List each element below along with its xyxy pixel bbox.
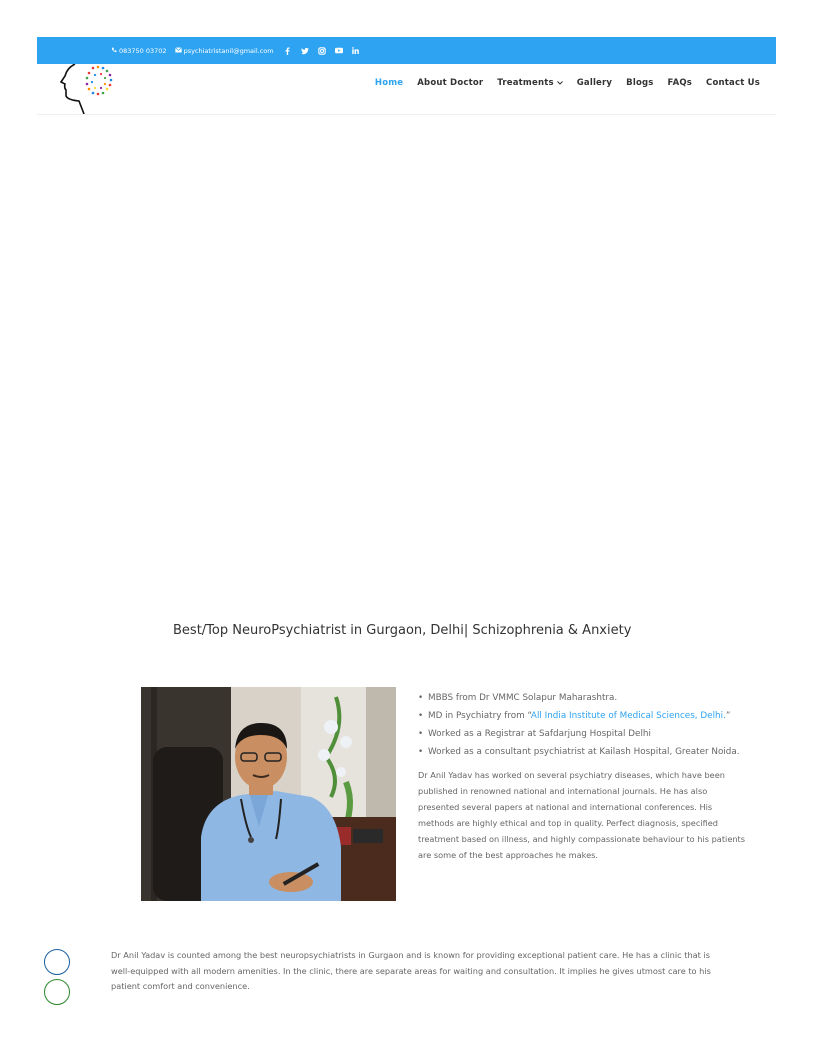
list-item: • MD in Psychiatry from “All India Institute of Medical Sciences, Delhi.” [418, 707, 748, 725]
phone-icon [111, 47, 117, 55]
social-links [284, 47, 360, 55]
top-bar [37, 37, 776, 64]
nav-about-doctor[interactable]: About Doctor [417, 78, 484, 88]
email-link[interactable] [175, 47, 274, 55]
nav-treatments[interactable]: Treatments [497, 78, 562, 88]
list-item: • MBBS from Dr VMMC Solapur Maharashtra. [418, 689, 748, 707]
main-nav [375, 78, 760, 88]
instagram-icon[interactable] [318, 47, 326, 55]
experience-paragraph: Dr Anil Yadav has worked on several psychiatry diseases, which have been published in renowned national and international journals. He has also presented several papers at national and international conferences. His methods are highly ethical and top in quality. Perfect diagnosis, specified treatment based on illness, and highly compassionate behaviour to his patients are some of the best approaches he makes. [418, 770, 746, 860]
youtube-icon[interactable] [335, 47, 343, 55]
chevron-down-icon [557, 78, 563, 88]
nav-contact-us[interactable]: Contact Us [706, 78, 760, 88]
nav-gallery[interactable]: Gallery [576, 78, 613, 88]
page-title: Best/Top NeuroPsychiatrist in Gurgaon, Delhi| Schizophrenia & Anxiety [173, 623, 632, 638]
whatsapp-float-button[interactable] [44, 979, 70, 1005]
qualifications-section [418, 689, 748, 863]
top-bar-contact [111, 37, 360, 64]
nav-faqs[interactable]: FAQs [667, 78, 693, 88]
intro-paragraph: Dr Anil Yadav is counted among the best neuropsychiatrists in Gurgaon and is known for providing exceptional patient care. He has a clinic that is well-equipped with all modern amenities. In the clinic, there are separate areas for waiting and consultation. It implies he gives utmost care to his patient comfort and convenience. [111, 950, 711, 991]
phone-float-button[interactable] [44, 949, 70, 975]
linkedin-icon[interactable] [352, 47, 360, 55]
list-item: • Worked as a Registrar at Safdarjung Hospital Delhi [418, 725, 748, 743]
mail-icon [175, 47, 182, 55]
qualifications-list [418, 689, 748, 761]
site-header [37, 64, 776, 115]
aiims-link[interactable]: All India Institute of Medical Sciences, Delhi. [530, 711, 726, 721]
site-logo[interactable] [53, 64, 115, 114]
phone-link[interactable] [111, 47, 167, 55]
phone-number: 083750 03702 [119, 46, 167, 55]
twitter-icon[interactable] [301, 47, 309, 55]
nav-blogs[interactable]: Blogs [626, 78, 654, 88]
list-item: • Worked as a consultant psychiatrist at Kailash Hospital, Greater Noida. [418, 743, 748, 761]
doctor-photo [141, 687, 396, 901]
nav-home[interactable]: Home [374, 78, 404, 88]
facebook-icon[interactable] [284, 47, 292, 55]
email-address: psychiatristanil@gmail.com [183, 46, 274, 55]
